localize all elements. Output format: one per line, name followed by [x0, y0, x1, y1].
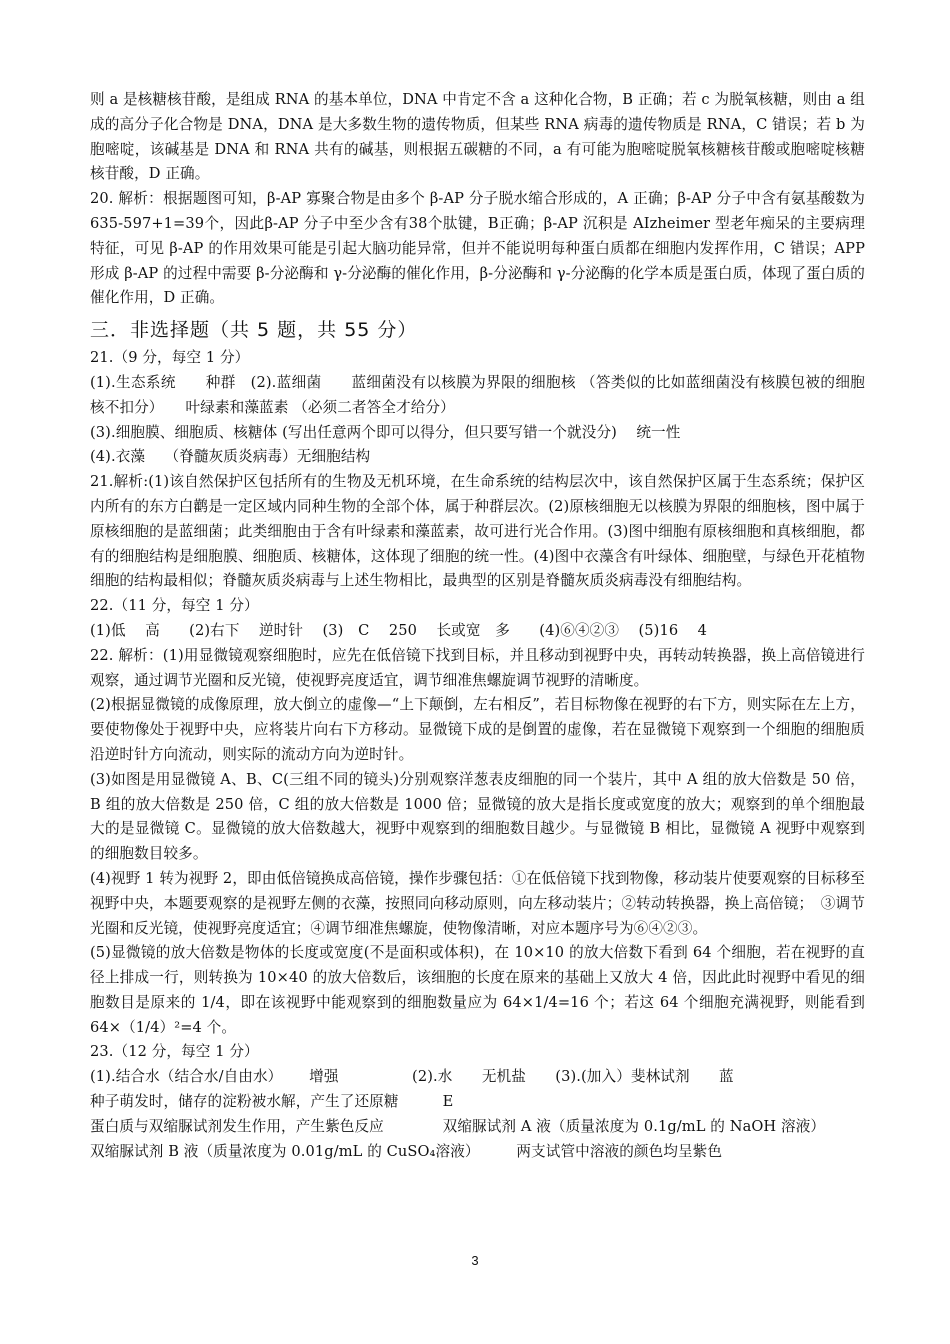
q22-answers: (1)低 高 (2)右下 逆时针 (3) C 250 长或宽 多 (4)⑥④②③ (5)16 4: [90, 621, 708, 639]
q22-analysis-1: 22. 解析：(1)用显微镜观察细胞时，应先在低倍镜下找到目标，并且移动到视野中央，再转动转换器，换上高倍镜进行观察，通过调节光圈和反光镜，使视野亮度适宜，调节细准焦螺旋调节视野的清晰度。: [90, 646, 865, 689]
q23-answer-line-1: (1).结合水（结合水/自由水） 增强 (2).水 无机盐 (3).(加入）斐林试剂 蓝: [90, 1068, 734, 1086]
q23-answer-line-3: 蛋白质与双缩脲试剂发生作用，产生紫色反应 双缩脲试剂 A 液（质量浓度为 0.1g/mL 的 NaOH 溶液）: [90, 1117, 826, 1135]
q21-answer-3: (3).细胞膜、细胞质、核糖体 (写出任意两个即可以得分，但只要写错一个就没分) 统一性: [90, 423, 681, 441]
paragraph-q20-analysis: 20. 解析：根据题图可知，β-AP 寡聚合物是由多个 β-AP 分子脱水缩合形成的，A 正确；β-AP 分子中含有氨基酸数为635-597+1=39个，因此β-AP 分子中至少含有38个肽键，B正确；β-AP 沉积是 AIzheimer 型老年痴呆的主要病理特征，可见 β-AP 的作用效果可能是引起大脑功能异常，但并不能说明每种蛋白质都在细胞内发挥作用，C 错误；APP 形成 β-AP 的过程中需要 β-分泌酶和 γ-分泌酶的催化作用，β-分泌酶和 γ-分泌酶的化学本质是蛋白质，体现了蛋白质的催化作用，D 正确。: [90, 190, 865, 307]
paragraph-q19-analysis: 则 a 是核糖核苷酸，是组成 RNA 的基本单位，DNA 中肯定不含 a 这种化合物，B 正确；若 c 为脱氧核糖，则由 a 组成的高分子化合物是 DNA，DNA 是大多数生物的遗传物质，但某些 RNA 病毒的遗传物质是 RNA，C 错误；若 b 为胞嘧啶，该碱基是 DNA 和 RNA 共有的碱基，则根据五碳糖的不同，a 有可能为胞嘧啶脱氧核糖核苷酸或胞嘧啶核糖核苷酸，D 正确。: [90, 91, 865, 183]
page-number: 3: [471, 1253, 479, 1268]
q23-answer-line-4: 双缩脲试剂 B 液（质量浓度为 0.01g/mL 的 CuSO₄溶液） 两支试管中溶液的颜色均呈紫色: [90, 1142, 723, 1160]
q23-header: 23.（12 分，每空 1 分）: [90, 1043, 259, 1061]
q23-answer-line-2: 种子萌发时，储存的淀粉被水解，产生了还原糖 E: [90, 1093, 454, 1111]
q21-analysis: 21.解析:(1)该自然保护区包括所有的生物及无机环境，在生命系统的结构层次中，该自然保护区属于生态系统；保护区内所有的东方白鹳是一定区域内同种生物的全部个体，属于种群层次。(2)原核细胞无以核膜为界限的细胞核，图中属于原核细胞的是蓝细菌；此类细胞由于含有叶绿素和藻蓝素，故可进行光合作用。(3)图中细胞有原核细胞和真核细胞，都有的细胞结构是细胞膜、细胞质、核糖体，这体现了细胞的统一性。(4)图中衣藻含有叶绿体、细胞壁，与绿色开花植物细胞的结构最相似；脊髓灰质炎病毒与上述生物相比，最典型的区别是脊髓灰质炎病毒没有细胞结构。: [90, 473, 865, 590]
q22-analysis-3: (3)如图是用显微镜 A、B、C(三组不同的镜头)分别观察洋葱表皮细胞的同一个装片，其中 A 组的放大倍数是 50 倍，B 组的放大倍数是 250 倍，C 组的放大倍数是 1000 倍；显微镜的放大是指长度或宽度的放大；观察到的单个细胞最大的是显微镜 C。显微镜的放大倍数越大，视野中观察到的细胞数目越少。与显微镜 B 相比，显微镜 A 视野中观察到的细胞数目较多。: [90, 770, 865, 863]
q21-answer-4: (4).衣藻 （脊髓灰质炎病毒）无细胞结构: [90, 448, 371, 466]
section-title: 三．非选择题（共 5 题，共 55 分）: [90, 319, 418, 342]
q22-header: 22.（11 分，每空 1 分）: [90, 597, 259, 615]
q21-answer-1-2: (1).生态系统 种群 (2).蓝细菌 蓝细菌没有以核膜为界限的细胞核 （答类似的比如蓝细菌没有核膜包被的细胞核不扣分） 叶绿素和藻蓝素 （必须二者答全才给分）: [90, 373, 865, 416]
q22-analysis-4: (4)视野 1 转为视野 2，即由低倍镜换成高倍镜，操作步骤包括：①在低倍镜下找到物像，移动装片使要观察的目标移至视野中央，本题要观察的是视野左侧的衣藻，按照同向移动原则，向左移动装片；②转动转换器，换上高倍镜； ③调节光圈和反光镜，使视野亮度适宜；④调节细准焦螺旋，使物像清晰，对应本题序号为⑥④②③。: [90, 869, 865, 937]
q21-header: 21.（9 分，每空 1 分）: [90, 349, 250, 367]
q22-analysis-5: (5)显微镜的放大倍数是物体的长度或宽度(不是面积或体积)，在 10×10 的放大倍数下看到 64 个细胞，若在视野的直径上排成一行，则转换为 10×40 的放大倍数后，该细胞的长度在原来的基础上又放大 4 倍，因此此时视野中看见的细胞数目是原来的 1/4，即在该视野中能观察到的细胞数量应为 64×1/4=16 个；若这 64 个细胞充满视野，则能看到 64×（1/4）²=4 个。: [90, 944, 865, 1036]
q22-analysis-2: (2)根据显微镜的成像原理，放大倒立的虚像—“上下颠倒，左右相反”，若目标物像在视野的右下方，则实际在左上方，要使物像处于视野中央，应将装片向右下方移动。显微镜下成的是倒置的虚像，若在显微镜下观察到一个细胞的细胞质沿逆时针方向流动，则实际的流动方向为逆时针。: [90, 696, 865, 763]
answer-content: [90, 88, 865, 1164]
